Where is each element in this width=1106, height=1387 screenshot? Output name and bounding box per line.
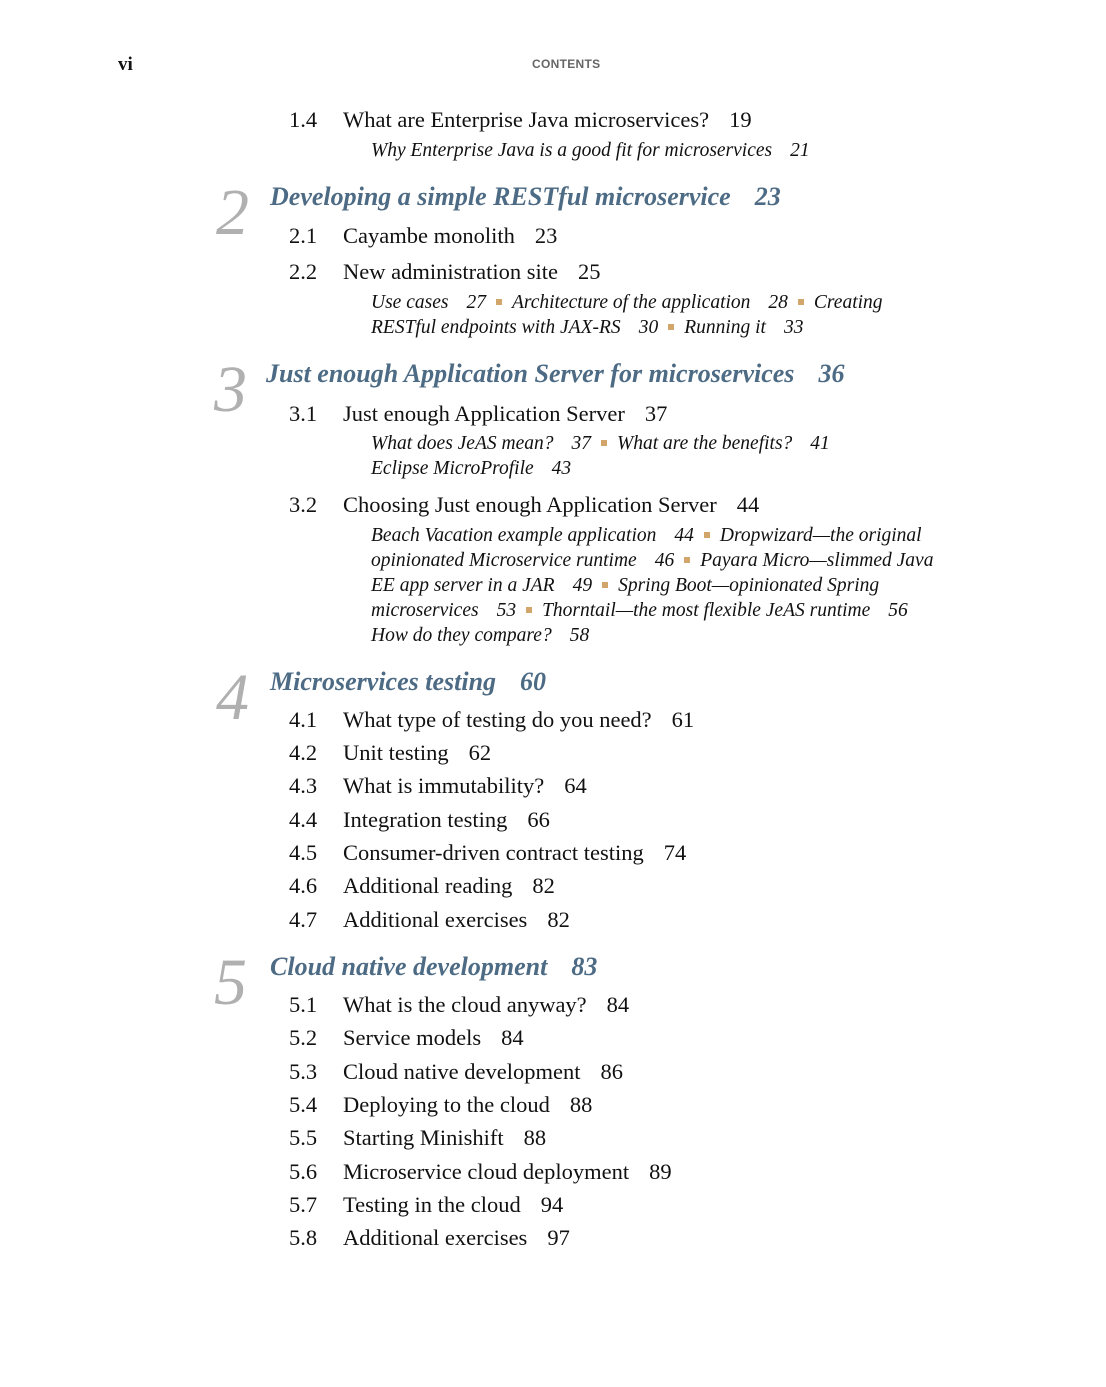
- section-number: 5.3: [289, 1059, 318, 1084]
- toc-chapter-4[interactable]: [270, 667, 546, 697]
- bullet-separator-icon: [601, 440, 607, 446]
- toc-section[interactable]: [289, 1125, 546, 1151]
- section-title: Consumer-driven contract testing: [343, 840, 644, 865]
- toc-subsections-2-2-line1: [371, 292, 883, 314]
- section-page: 44: [736, 492, 760, 517]
- toc-subsections-3-2-line2: [371, 550, 933, 572]
- subsection-page: 33: [783, 317, 804, 338]
- section-page: 37: [644, 401, 668, 426]
- toc-section[interactable]: [289, 740, 491, 766]
- toc-section[interactable]: [289, 707, 694, 733]
- toc-chapter-2[interactable]: [270, 182, 781, 212]
- subsection-title[interactable]: Architecture of the application: [511, 292, 751, 313]
- section-number: 4.1: [289, 707, 318, 732]
- section-number: 5.7: [289, 1192, 318, 1217]
- section-number: 5.1: [289, 992, 318, 1017]
- section-page: 25: [577, 259, 601, 284]
- section-title: Unit testing: [343, 740, 449, 765]
- section-page: 82: [532, 873, 555, 898]
- toc-chapter-5[interactable]: [270, 952, 597, 982]
- subsection-page: 28: [768, 292, 788, 313]
- section-title: Integration testing: [343, 807, 508, 832]
- section-title: Cloud native development: [343, 1059, 581, 1084]
- bullet-separator-icon: [798, 299, 804, 305]
- chapter-title: Microservices testing: [270, 667, 497, 696]
- subsection-title[interactable]: What are the benefits?: [617, 433, 793, 454]
- toc-subsections-3-1-line2: [371, 458, 571, 480]
- bullet-separator-icon: [526, 607, 532, 613]
- section-number: 5.8: [289, 1225, 318, 1250]
- section-number: 1.4: [289, 107, 318, 132]
- chapter-number: 4: [216, 661, 249, 734]
- toc-section[interactable]: [289, 907, 570, 933]
- subsection-page: 21: [790, 140, 810, 161]
- subsection-page: 46: [654, 550, 675, 571]
- section-title: What is immutability?: [343, 773, 545, 798]
- bullet-separator-icon: [602, 582, 608, 588]
- subsection-page: 41: [810, 433, 830, 454]
- subsection-title[interactable]: opinionated Microservice runtime: [371, 550, 637, 571]
- section-page: 61: [671, 707, 695, 732]
- toc-section-2-2[interactable]: [289, 259, 600, 285]
- page-folio: vi: [118, 54, 133, 75]
- section-number: 4.2: [289, 740, 318, 765]
- section-number: 5.4: [289, 1092, 318, 1117]
- toc-section[interactable]: [289, 992, 629, 1018]
- section-page: 97: [547, 1225, 570, 1250]
- subsection-title[interactable]: Eclipse MicroProfile: [371, 458, 534, 479]
- section-title: Deploying to the cloud: [343, 1092, 550, 1117]
- subsection-page: 49: [572, 575, 593, 596]
- bullet-separator-icon: [704, 532, 710, 538]
- subsection-page: 30: [638, 317, 659, 338]
- section-page: 88: [569, 1092, 593, 1117]
- toc-subsections-1-4: [371, 140, 810, 162]
- toc-section[interactable]: [289, 1192, 563, 1218]
- toc-section-1-4[interactable]: [289, 107, 752, 133]
- toc-section[interactable]: [289, 1159, 672, 1185]
- subsection-title[interactable]: microservices: [371, 600, 479, 621]
- subsection-title[interactable]: Payara Micro—slimmed Java: [700, 550, 934, 571]
- toc-section[interactable]: [289, 773, 587, 799]
- subsection-title[interactable]: How do they compare?: [371, 625, 552, 646]
- section-title: Choosing Just enough Application Server: [343, 492, 717, 517]
- bullet-separator-icon: [668, 324, 674, 330]
- chapter-title: Cloud native development: [270, 952, 548, 981]
- section-page: 82: [547, 907, 570, 932]
- toc-section[interactable]: [289, 1225, 570, 1251]
- toc-section-3-2[interactable]: [289, 492, 759, 518]
- subsection-title[interactable]: Spring Boot—opinionated Spring: [618, 575, 880, 596]
- section-title: Microservice cloud deployment: [343, 1159, 630, 1184]
- section-number: 4.6: [289, 873, 318, 898]
- subsection-page: 58: [569, 625, 590, 646]
- section-page: 86: [600, 1059, 623, 1084]
- toc-subsections-3-2-line5: [371, 625, 589, 647]
- toc-section[interactable]: [289, 873, 555, 899]
- chapter-page: 83: [571, 952, 598, 981]
- bullet-separator-icon: [496, 299, 502, 305]
- section-page: 23: [534, 223, 558, 248]
- section-title: Starting Minishift: [343, 1125, 504, 1150]
- section-title: Additional exercises: [343, 1225, 528, 1250]
- section-number: 2.2: [289, 259, 318, 284]
- section-number: 5.5: [289, 1125, 318, 1150]
- chapter-number: 3: [214, 353, 247, 426]
- subsection-title[interactable]: Dropwizard—the original: [719, 525, 922, 546]
- section-page: 66: [527, 807, 550, 832]
- section-number: 3.2: [289, 492, 318, 517]
- section-title: Just enough Application Server: [343, 401, 625, 426]
- subsection-title[interactable]: Why Enterprise Java is a good fit for microservices: [371, 140, 773, 161]
- subsection-page: 56: [888, 600, 908, 621]
- section-title: What is the cloud anyway?: [343, 992, 587, 1017]
- section-title: Testing in the cloud: [343, 1192, 521, 1217]
- section-page: 88: [523, 1125, 547, 1150]
- subsection-page: 27: [466, 292, 486, 313]
- section-number: 4.5: [289, 840, 318, 865]
- toc-section[interactable]: [289, 840, 686, 866]
- section-number: 5.2: [289, 1025, 318, 1050]
- subsection-title[interactable]: What does JeAS mean?: [371, 433, 554, 454]
- subsection-title[interactable]: Running it: [684, 317, 766, 338]
- section-number: 4.4: [289, 807, 318, 832]
- section-page: 89: [649, 1159, 672, 1184]
- toc-section[interactable]: [289, 1092, 592, 1118]
- section-page: 84: [501, 1025, 524, 1050]
- subsection-title[interactable]: Thorntail—the most flexible JeAS runtime: [542, 600, 871, 621]
- toc-section[interactable]: [289, 1025, 524, 1051]
- section-number: 4.3: [289, 773, 318, 798]
- subsection-title[interactable]: RESTful endpoints with JAX-RS: [371, 317, 621, 338]
- chapter-title: Developing a simple RESTful microservice: [270, 182, 731, 211]
- subsection-title[interactable]: EE app server in a JAR: [371, 575, 555, 596]
- chapter-page: 36: [818, 359, 845, 388]
- section-page: 19: [729, 107, 752, 132]
- subsection-title[interactable]: Beach Vacation example application: [371, 525, 657, 546]
- toc-section[interactable]: [289, 807, 550, 833]
- chapter-number: 5: [214, 946, 247, 1019]
- toc-subsections-3-2-line3: [371, 575, 879, 597]
- toc-chapter-3[interactable]: [266, 359, 844, 389]
- section-page: 64: [564, 773, 587, 798]
- chapter-number: 2: [216, 176, 249, 249]
- chapter-title: Just enough Application Server for microservices: [266, 359, 795, 388]
- section-title: What are Enterprise Java microservices?: [343, 107, 710, 132]
- chapter-page: 23: [754, 182, 781, 211]
- section-title: New administration site: [343, 259, 558, 284]
- subsection-page: 37: [571, 433, 591, 454]
- section-page: 74: [663, 840, 687, 865]
- toc-subsections-2-2-line2: [371, 317, 803, 339]
- section-number: 4.7: [289, 907, 318, 932]
- section-number: 2.1: [289, 223, 318, 248]
- running-head: CONTENTS: [532, 57, 601, 71]
- subsection-page: 44: [674, 525, 694, 546]
- subsection-title[interactable]: Creating: [813, 292, 883, 313]
- section-number: 3.1: [289, 401, 318, 426]
- subsection-title[interactable]: Use cases: [371, 292, 449, 313]
- toc-subsections-3-2-line4: [371, 600, 908, 622]
- toc-subsections-3-1-line1: [371, 433, 830, 455]
- section-number: 5.6: [289, 1159, 318, 1184]
- section-page: 84: [606, 992, 630, 1017]
- toc-section[interactable]: [289, 1059, 623, 1085]
- section-title: Cayambe monolith: [343, 223, 515, 248]
- section-page: 62: [468, 740, 492, 765]
- toc-subsections-3-2-line1: [371, 525, 922, 547]
- section-title: Service models: [343, 1025, 482, 1050]
- toc-section-2-1[interactable]: [289, 223, 557, 249]
- section-title: Additional reading: [343, 873, 513, 898]
- subsection-page: 53: [496, 600, 517, 621]
- chapter-page: 60: [520, 667, 547, 696]
- section-title: What type of testing do you need?: [343, 707, 652, 732]
- toc-section-3-1[interactable]: [289, 401, 667, 427]
- section-page: 94: [540, 1192, 564, 1217]
- subsection-page: 43: [551, 458, 572, 479]
- bullet-separator-icon: [684, 557, 690, 563]
- section-title: Additional exercises: [343, 907, 528, 932]
